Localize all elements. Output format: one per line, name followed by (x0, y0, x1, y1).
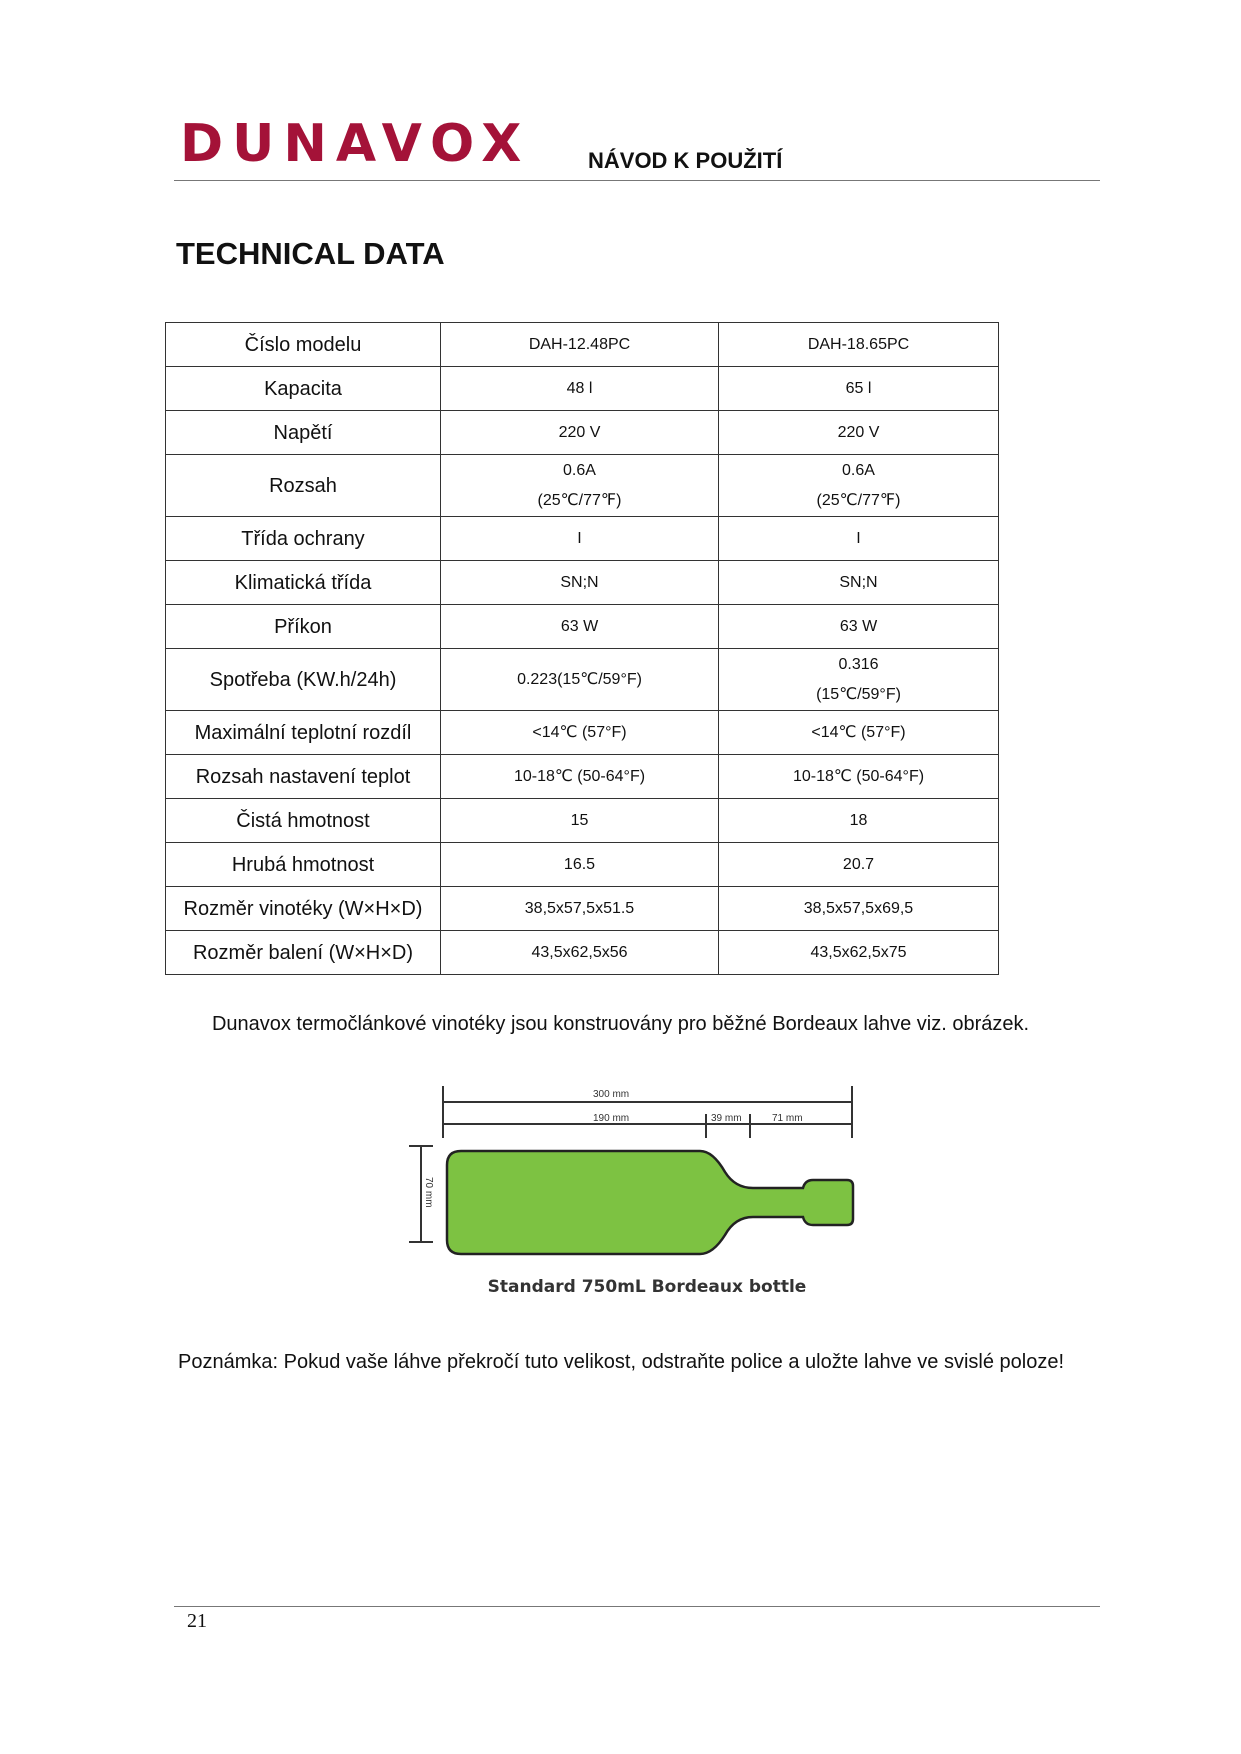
spec-value-model-2 (719, 605, 999, 649)
spec-row (166, 887, 999, 931)
spec-value-model-1 (441, 323, 719, 367)
spec-value-line: 18 (849, 811, 868, 829)
dim-body-label: 190 mm (593, 1113, 630, 1124)
spec-value-line: 48 l (566, 379, 593, 397)
spec-value-line: 10-18℃ (50-64°F) (513, 767, 646, 785)
spec-value-model-1 (441, 455, 719, 517)
spec-value-line: 220 V (558, 423, 601, 441)
spec-value-line: (25℃/77℉) (537, 491, 622, 509)
bottle-shape (447, 1151, 853, 1254)
spec-row (166, 455, 999, 517)
spec-value-line: I (856, 529, 861, 547)
spec-label: Třída ochrany (166, 517, 441, 561)
document-title: NÁVOD K POUŽITÍ (588, 148, 783, 173)
page-header (174, 114, 1100, 181)
spec-value-line: 63 W (839, 617, 878, 635)
spec-row (166, 517, 999, 561)
spec-value-line: 16.5 (563, 855, 596, 873)
spec-value-model-2 (719, 649, 999, 711)
spec-value-line: 38,5x57,5x51.5 (524, 899, 635, 917)
spec-label: Rozsah nastavení teplot (166, 755, 441, 799)
spec-value-line: 0.6A (563, 461, 596, 479)
spec-value-line: DAH-12.48PC (528, 335, 631, 353)
spec-value-line: 10-18℃ (50-64°F) (792, 767, 925, 785)
spec-label: Rozměr balení (W×H×D) (166, 931, 441, 975)
spec-value-model-1 (441, 799, 719, 843)
spec-value-model-1 (441, 605, 719, 649)
spec-value-model-1 (441, 755, 719, 799)
spec-value-model-1 (441, 367, 719, 411)
spec-value-line: 0.316 (838, 655, 879, 673)
spec-label: Maximální teplotní rozdíl (166, 711, 441, 755)
spec-value-line: (25℃/77℉) (816, 491, 901, 509)
spec-value-line: 63 W (560, 617, 599, 635)
spec-value-line: <14℃ (57°F) (811, 723, 906, 741)
spec-value-model-2 (719, 517, 999, 561)
dim-total-label: 300 mm (593, 1089, 630, 1100)
spec-value-line: 220 V (837, 423, 880, 441)
spec-row (166, 843, 999, 887)
spec-value-line: 15 (570, 811, 589, 829)
spec-row (166, 711, 999, 755)
section-title: TECHNICAL DATA (176, 236, 445, 271)
brand-logo: DUNAVOX (180, 114, 531, 174)
spec-value-line: <14℃ (57°F) (532, 723, 627, 741)
spec-row (166, 561, 999, 605)
spec-label: Kapacita (166, 367, 441, 411)
spec-label: Číslo modelu (166, 323, 441, 367)
spec-label: Napětí (166, 411, 441, 455)
spec-value-model-2 (719, 755, 999, 799)
spec-row (166, 323, 999, 367)
spec-row (166, 605, 999, 649)
spec-value-line: 65 l (845, 379, 872, 397)
spec-row (166, 799, 999, 843)
spec-value-line: 43,5x62,5x75 (810, 943, 907, 961)
spec-value-model-2 (719, 455, 999, 517)
spec-value-model-1 (441, 711, 719, 755)
dim-neck-label: 71 mm (772, 1113, 803, 1124)
spec-value-line: I (577, 529, 582, 547)
spec-value-model-2 (719, 323, 999, 367)
bottle-caption: Dunavox termočlánkové vinotéky jsou konstruovány pro běžné Bordeaux lahve viz. obrázek. (211, 1013, 1030, 1035)
spec-label: Spotřeba (KW.h/24h) (166, 649, 441, 711)
spec-row (166, 367, 999, 411)
spec-value-model-2 (719, 887, 999, 931)
spec-value-line: 20.7 (842, 855, 875, 873)
spec-value-model-2 (719, 561, 999, 605)
spec-value-line: SN;N (839, 573, 878, 591)
spec-value-model-2 (719, 711, 999, 755)
spec-label: Příkon (166, 605, 441, 649)
spec-label: Rozměr vinotéky (W×H×D) (166, 887, 441, 931)
spec-value-line: 0.223(15℃/59°F) (517, 670, 642, 688)
dim-shoulder-label: 39 mm (711, 1113, 742, 1124)
technical-data-table (165, 322, 999, 975)
spec-value-line: 0.6A (842, 461, 875, 479)
spec-row (166, 931, 999, 975)
spec-value-model-1 (441, 561, 719, 605)
spec-value-line: DAH-18.65PC (807, 335, 910, 353)
spec-value-model-2 (719, 931, 999, 975)
spec-row (166, 411, 999, 455)
bottle-diagram (395, 1080, 875, 1320)
spec-label: Rozsah (166, 455, 441, 517)
spec-value-model-2 (719, 843, 999, 887)
spec-row (166, 755, 999, 799)
spec-value-model-2 (719, 367, 999, 411)
bottle-label: Standard 750mL Bordeaux bottle (487, 1277, 807, 1297)
spec-value-model-2 (719, 799, 999, 843)
bottle-diagram-svg (395, 1080, 875, 1320)
spec-value-model-2 (719, 411, 999, 455)
size-note: Poznámka: Pokud vaše láhve překročí tuto velikost, odstraňte police a uložte lahve ve svislé poloze! (178, 1351, 1065, 1373)
spec-value-model-1 (441, 931, 719, 975)
spec-row (166, 649, 999, 711)
spec-label: Hrubá hmotnost (166, 843, 441, 887)
spec-value-model-1 (441, 411, 719, 455)
spec-label: Čistá hmotnost (166, 799, 441, 843)
spec-value-line: SN;N (560, 573, 599, 591)
spec-label: Klimatická třída (166, 561, 441, 605)
page-number: 21 (187, 1610, 207, 1632)
dim-height-label: 70 mm (423, 1177, 434, 1208)
spec-value-model-1 (441, 887, 719, 931)
spec-value-line: 38,5x57,5x69,5 (803, 899, 914, 917)
spec-value-model-1 (441, 649, 719, 711)
spec-value-line: 43,5x62,5x56 (531, 943, 628, 961)
spec-value-model-1 (441, 517, 719, 561)
spec-value-line: (15℃/59°F) (816, 685, 901, 703)
footer-divider (174, 1606, 1100, 1607)
spec-value-model-1 (441, 843, 719, 887)
